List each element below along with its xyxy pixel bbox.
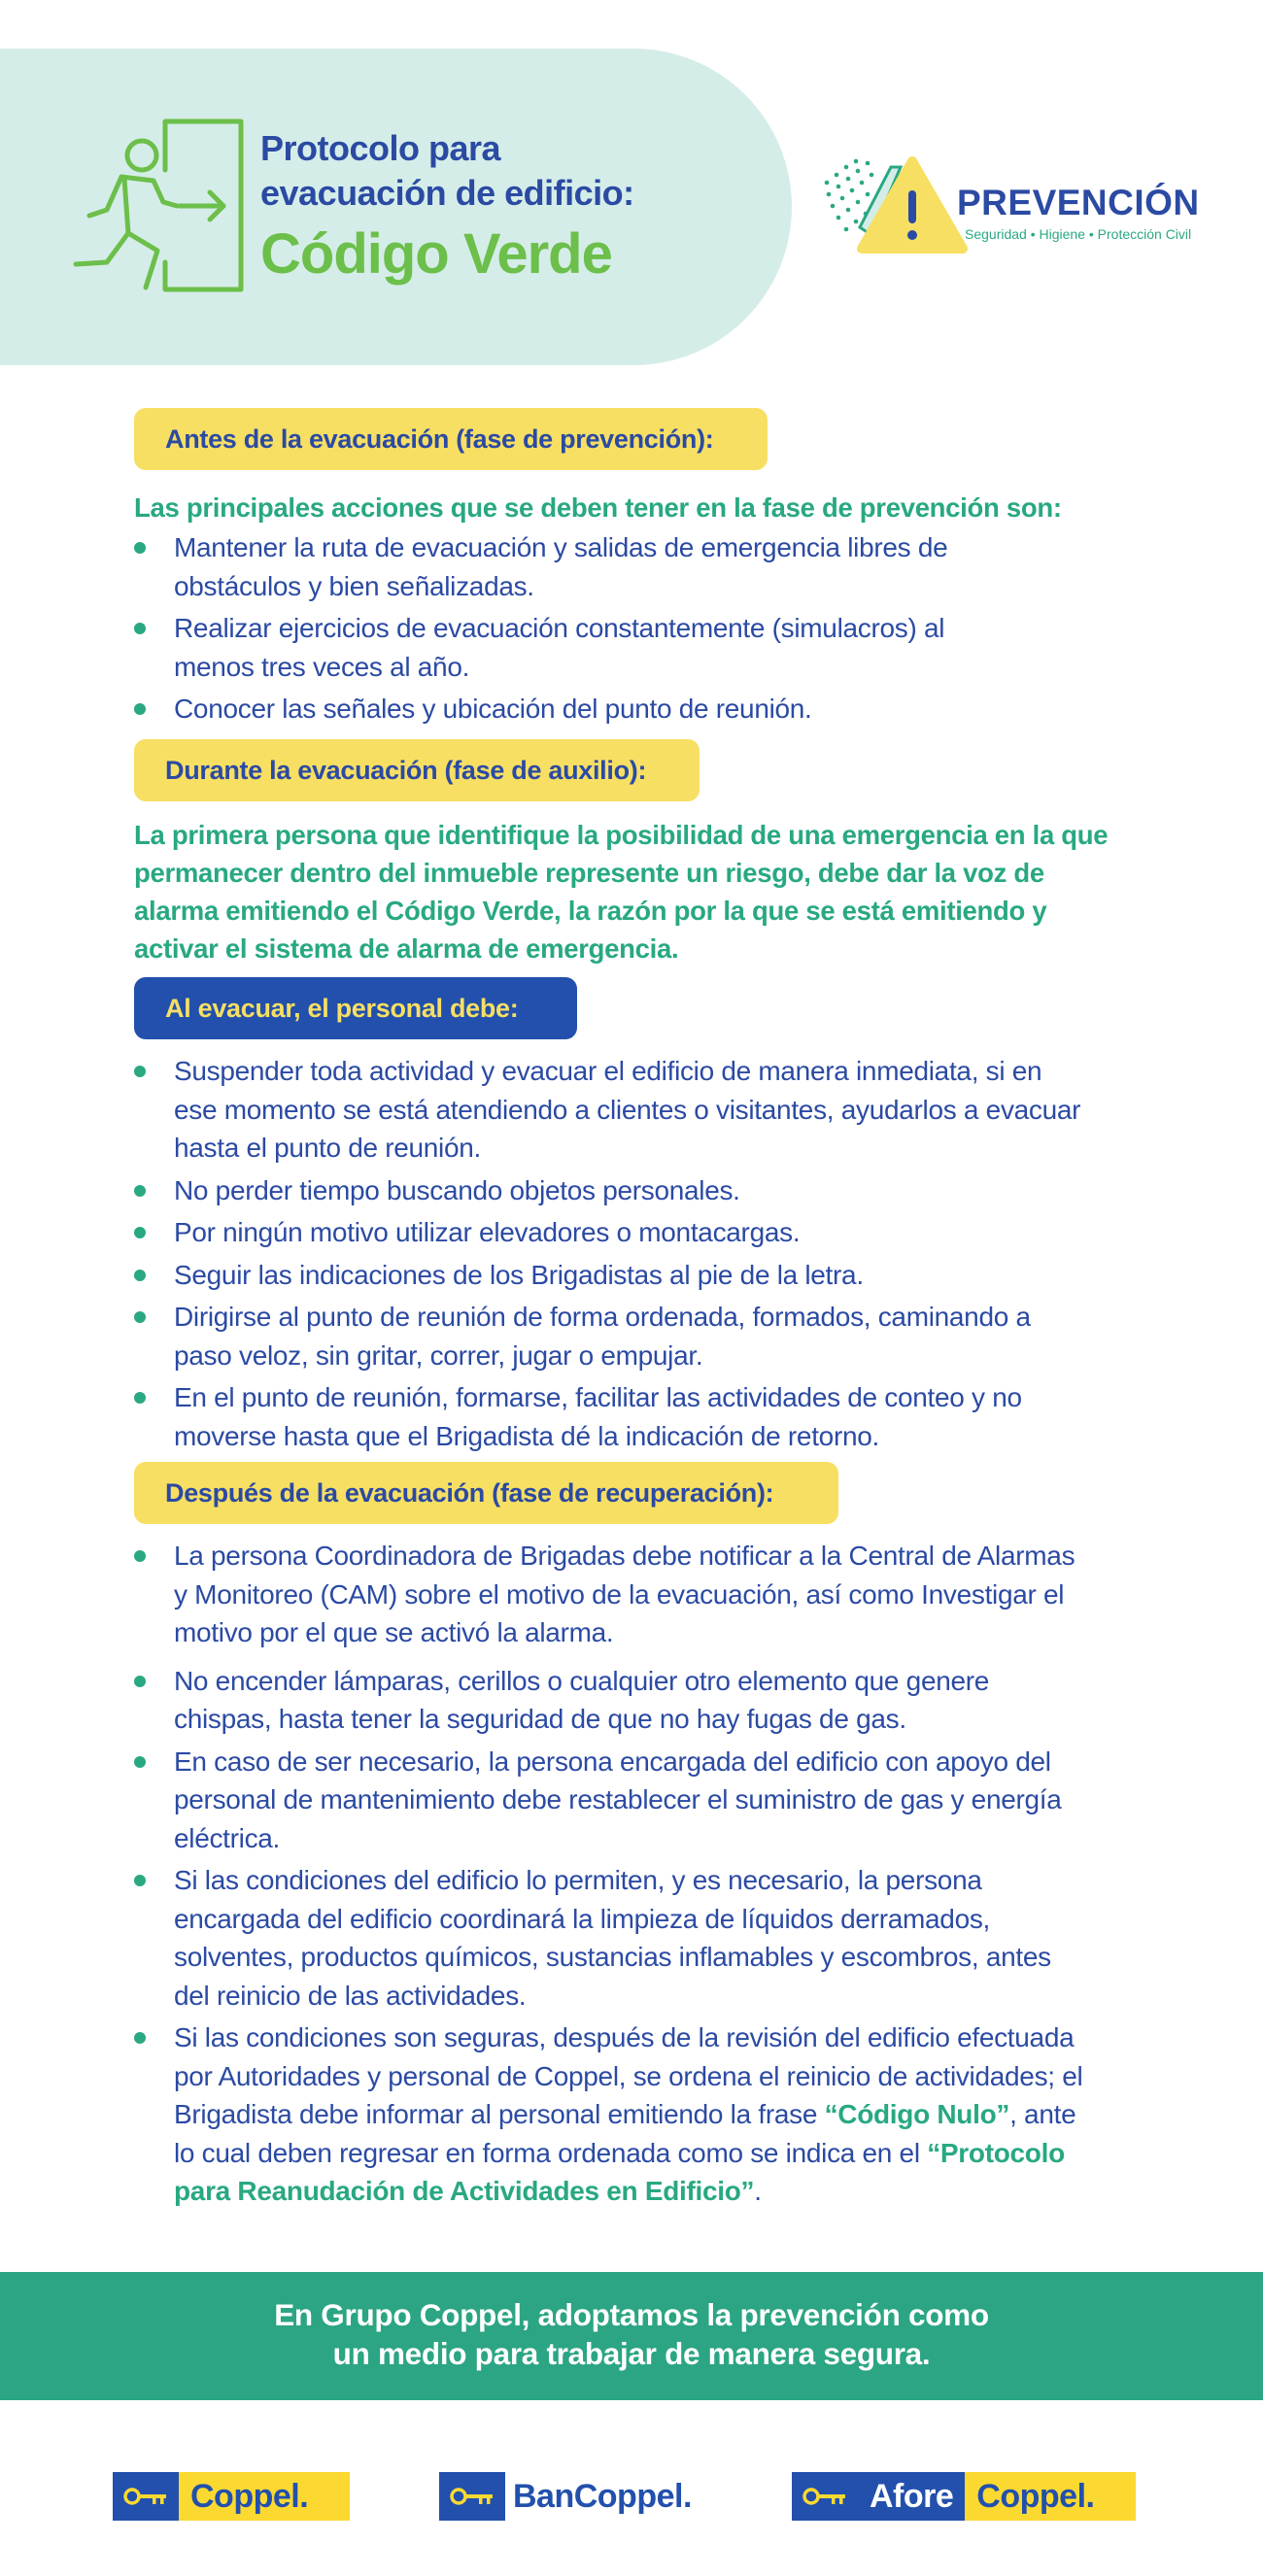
afore-coppel-logo-text: Coppel. [965, 2472, 1136, 2521]
coppel-logo-text: Coppel. [179, 2472, 350, 2521]
title-line-1: Protocolo para [260, 128, 501, 168]
prevencion-logo-subtitle: Seguridad • Higiene • Protección Civil [965, 226, 1192, 242]
list-item: Realizar ejercicios de evacuación constantemente (simulacros) al menos tres veces al año. [134, 609, 1028, 686]
list-item: Conocer las señales y ubicación del punto de reunión. [134, 690, 1028, 729]
key-icon [439, 2472, 505, 2521]
final-text-1: Si las condiciones son seguras, después de la revisión del edificio efectuada por Autoridades y personal de Coppel, se ordena el reinicio de actividades; el Brigadista debe informar al personal emitiendo la frase [174, 2022, 1083, 2129]
title-line-2: evacuación de edificio: [260, 173, 634, 213]
list-item: Suspender toda actividad y evacuar el edificio de manera inmediata, si en ese momento se está atendiendo a clientes o visitantes, ayudarlos a evacuar hasta el punto de reunión. [134, 1052, 1086, 1168]
bancoppel-logo [439, 2472, 700, 2521]
al-evacuar-heading: Al evacuar, el personal debe: [134, 977, 577, 1039]
list-item: Seguir las indicaciones de los Brigadistas al pie de la letra. [134, 1256, 1086, 1295]
coppel-logo [113, 2472, 350, 2521]
footer-line-1: En Grupo Coppel, adoptamos la prevención como [274, 2297, 989, 2332]
emergency-exit-icon [68, 117, 253, 296]
afore-logo-text: Afore [858, 2472, 965, 2521]
final-text-2: , ante lo cual deben regresar en forma ordenada como se indica en el [174, 2099, 1076, 2168]
durante-heading: Durante la evacuación (fase de auxilio): [134, 739, 700, 801]
list-item: Si las condiciones del edificio lo permiten, y es necesario, la persona encargada del edificio coordinará la limpieza de líquidos derramados, solventes, productos químicos, sustancias inflamables y escombros, antes del reinicio de las actividades. [134, 1861, 1086, 2015]
al-evacuar-list [134, 1052, 1086, 1455]
key-icon [792, 2472, 858, 2521]
despues-heading: Después de la evacuación (fase de recuperación): [134, 1462, 838, 1524]
list-item: Dirigirse al punto de reunión de forma ordenada, formados, caminando a paso veloz, sin gritar, correr, jugar o empujar. [134, 1298, 1086, 1374]
title-code-verde: Código Verde [260, 222, 612, 286]
antes-lead: Las principales acciones que se deben tener en la fase de prevención son: [134, 492, 1062, 523]
codigo-nulo-phrase: “Código Nulo” [824, 2099, 1010, 2129]
footer-line-2: un medio para trabajar de manera segura. [332, 2336, 931, 2371]
list-item-final [134, 2018, 1086, 2211]
footer-slogan-band [0, 2272, 1263, 2400]
durante-lead: La primera persona que identifique la posibilidad de una emergencia en la que permanecer dentro del inmueble represente un riesgo, debe dar la voz de alarma emitiendo el Código Verde, la razón por la que se está emitiendo y activar el sistema de alarma de emergencia. [134, 820, 1109, 964]
list-item: En caso de ser necesario, la persona encargada del edificio con apoyo del personal de mantenimiento debe restablecer el suministro de gas y energía eléctrica. [134, 1743, 1086, 1858]
antes-list [134, 528, 1028, 729]
bancoppel-logo-text: BanCoppel. [513, 2478, 692, 2515]
list-item: No encender lámparas, cerillos o cualquier otro elemento que genere chispas, hasta tener la seguridad de que no hay fugas de gas. [134, 1662, 1086, 1739]
list-item: No perder tiempo buscando objetos personales. [134, 1171, 1086, 1210]
list-item: En el punto de reunión, formarse, facilitar las actividades de conteo y no moverse hasta que el Brigadista dé la indicación de retorno. [134, 1378, 1086, 1455]
protocolo-reanudacion-link: “Protocolo para Reanudación de Actividades en Edificio” [174, 2137, 1065, 2206]
list-item: Mantener la ruta de evacuación y salidas de emergencia libres de obstáculos y bien señalizadas. [134, 528, 1028, 605]
final-text-3: . [754, 2176, 762, 2206]
list-item: Por ningún motivo utilizar elevadores o montacargas. [134, 1213, 1086, 1252]
key-icon [113, 2472, 179, 2521]
afore-coppel-logo [792, 2472, 1136, 2521]
list-item: La persona Coordinadora de Brigadas debe notificar a la Central de Alarmas y Monitoreo (CAM) sobre el motivo de la evacuación, así como Investigar el motivo por el que se activó la alarma. [134, 1537, 1086, 1652]
despues-list [134, 1537, 1086, 2211]
prevencion-logo-word: PREVENCIÓN [957, 183, 1200, 222]
antes-heading: Antes de la evacuación (fase de prevención): [134, 408, 768, 470]
